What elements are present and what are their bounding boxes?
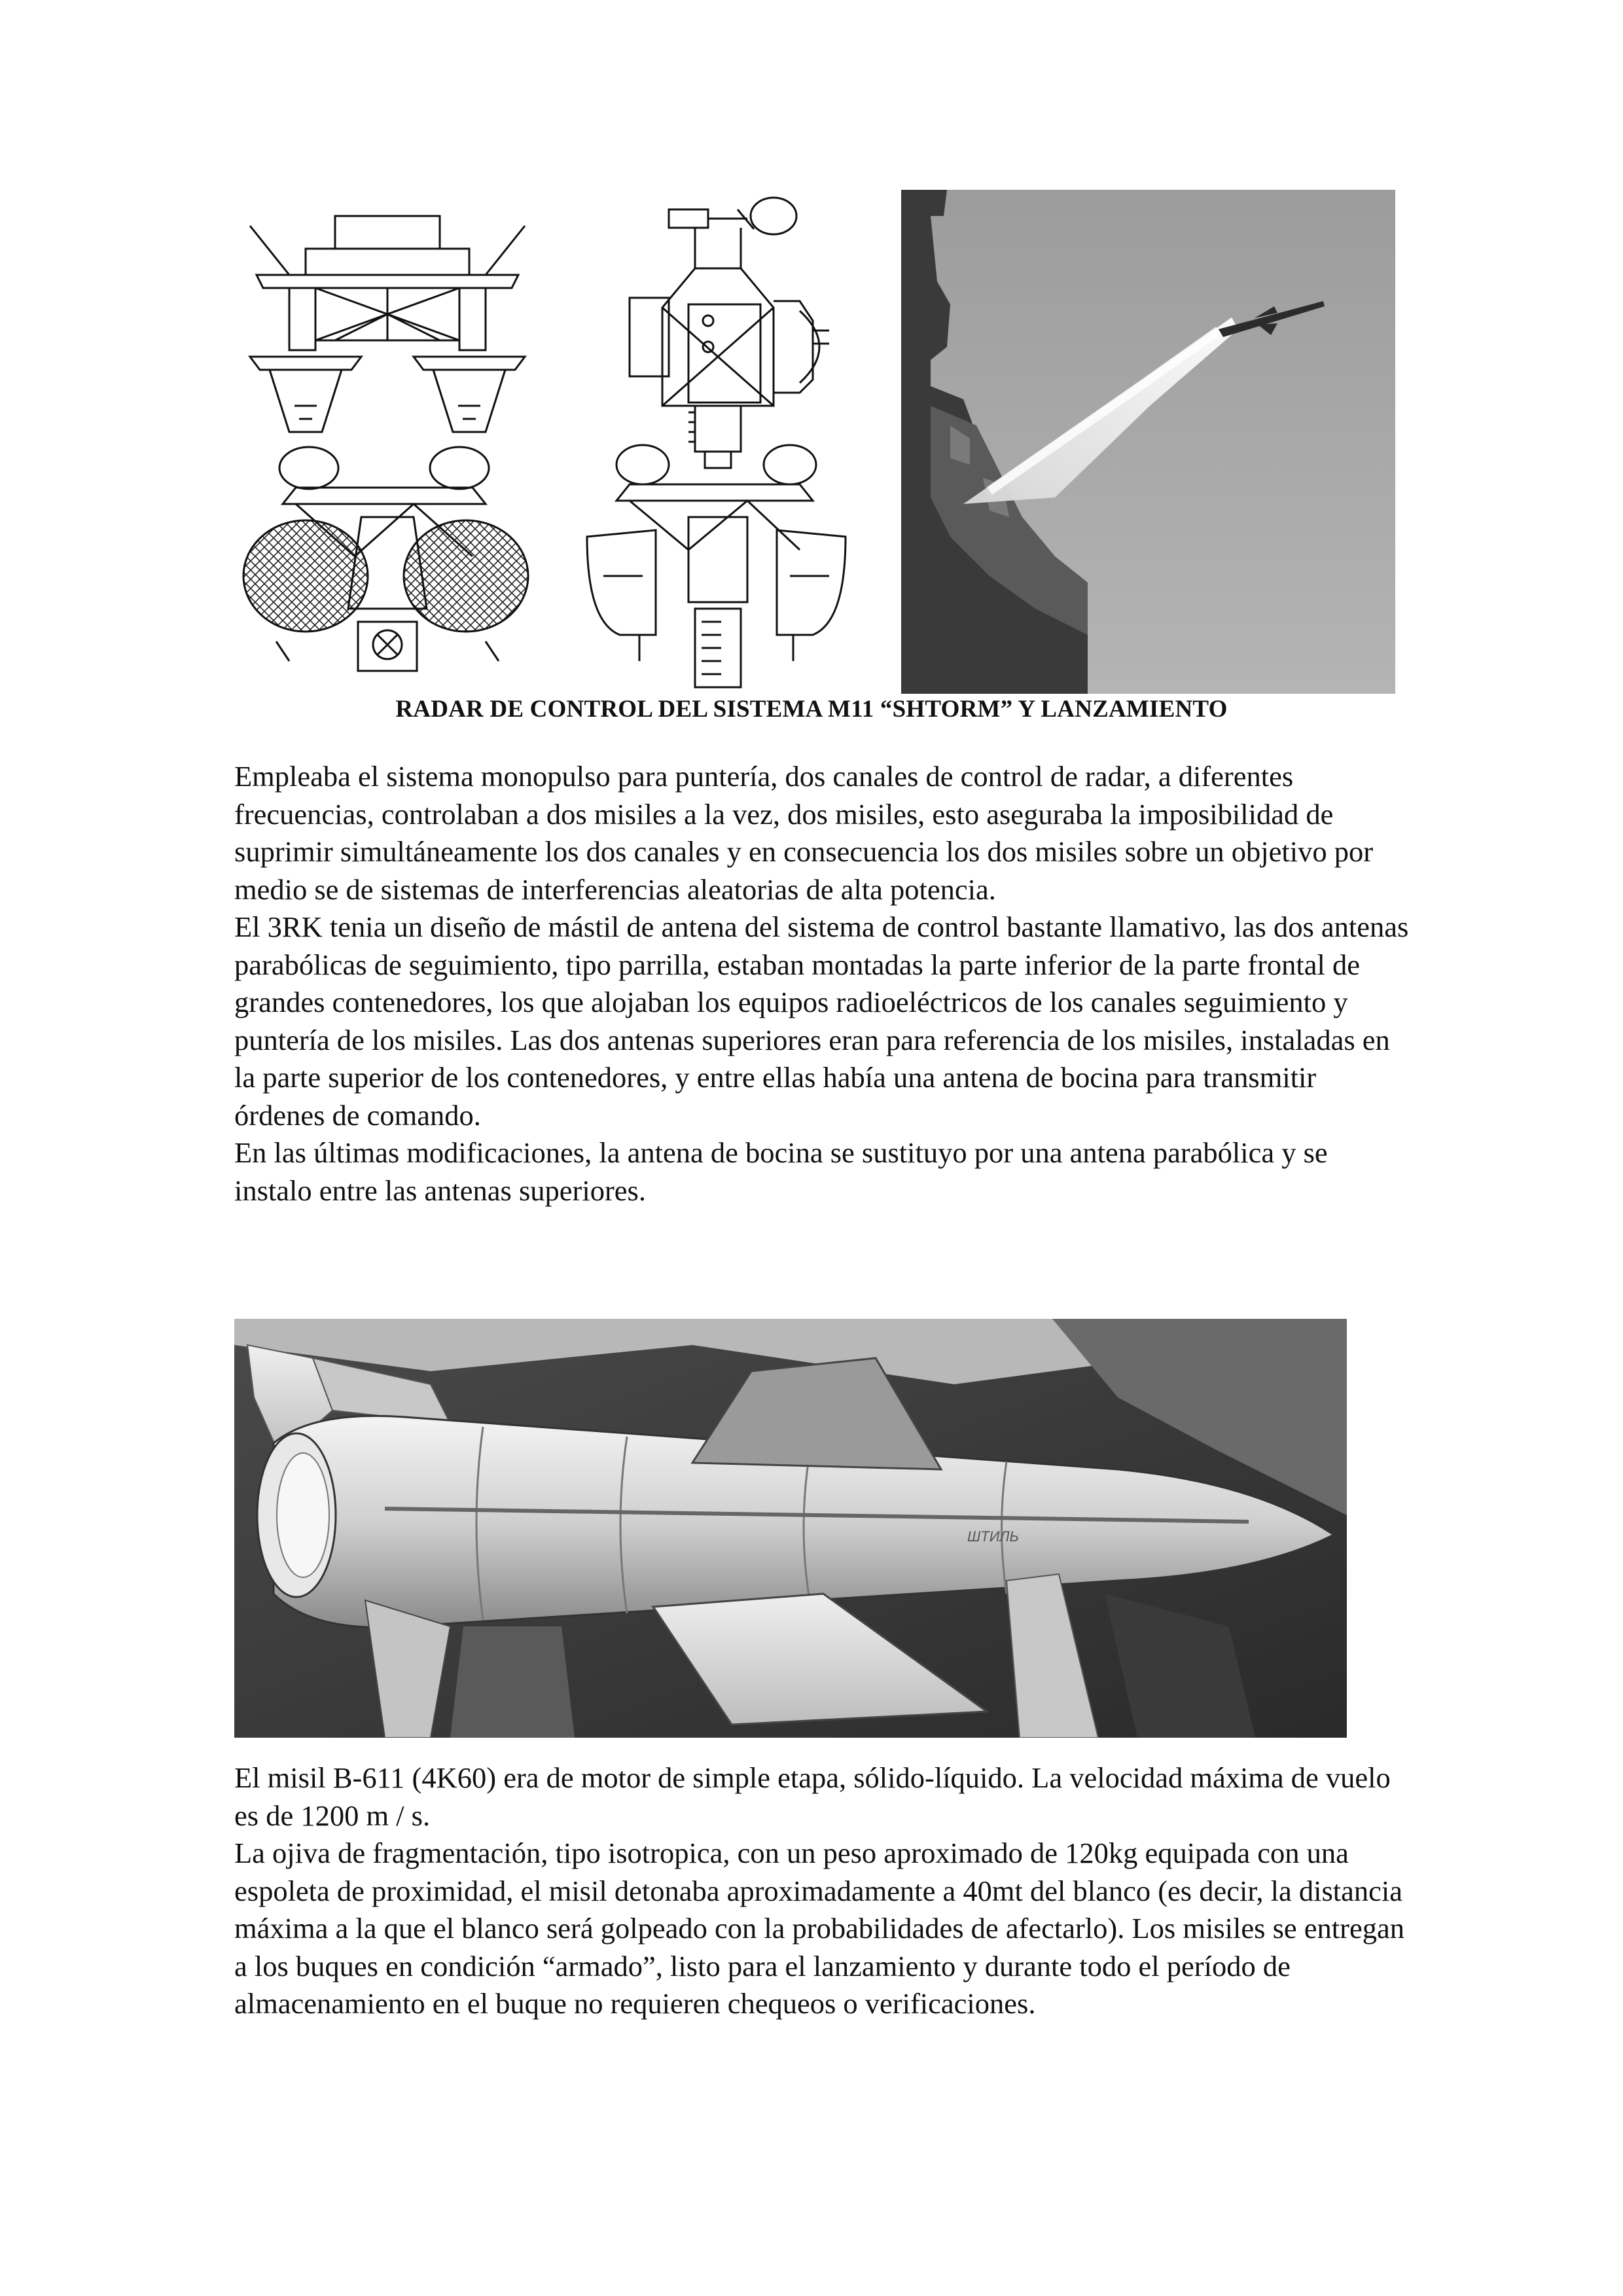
radar-figure <box>237 190 1395 694</box>
rear-view-drawing <box>587 445 846 687</box>
paragraph: El 3RK tenia un diseño de mástil de antena del sistema de control bastante llamativo, las dos antenas parabólicas de seguimiento, tipo parrilla, estaban montadas la parte inferior de la parte frontal de grandes contenedores, los que alojaban los equipos radioeléctricos de los canales seguimiento y puntería de los misiles. Las dos antenas superiores eran para referencia de los misiles, instaladas en la parte superior de los contenedores, y entre ellas había una antena de bocina para transmitir órdenes de comando. <box>234 910 1409 1132</box>
paragraph: En las últimas modificaciones, la antena de bocina se sustituyo por una antena parabólica y se instalo entre las antenas superiores. <box>234 1136 1328 1207</box>
description-block-radar <box>234 758 1412 1210</box>
paragraph: El misil B-611 (4K60) era de motor de simple etapa, sólido-líquido. La velocidad máxima de vuelo es de 1200 m / s. <box>234 1761 1391 1832</box>
missile-b611-photo <box>234 1319 1347 1738</box>
missile-launch-photo <box>901 190 1395 694</box>
paragraph: Empleaba el sistema monopulso para puntería, dos canales de control de radar, a diferentes frecuencias, controlaban a dos misiles a la vez, dos misiles, esto aseguraba la imposibilidad de suprimir simultáneamente los dos canales y en consecuencia los dos misiles sobre un objetivo por medio se de sistemas de interferencias aleatorias de alta potencia. <box>234 760 1374 906</box>
description-block-missile <box>234 1759 1412 2023</box>
figure-caption: RADAR DE CONTROL DEL SISTEMA M11 “SHTORM” Y LANZAMIENTO <box>395 696 1228 723</box>
paragraph: La ojiva de fragmentación, tipo isotropica, con un peso aproximado de 120kg equipada con una espoleta de proximidad, el misil detonaba aproximadamente a 40mt del blanco (es decir, la distancia máxima a la que el blanco será golpeado con la probabilidades de afectarlo). Los misiles se entregan a los buques en condición “armado”, listo para el lanzamiento y durante todo el período de almacenamiento en el buque no requieren chequeos o verificaciones. <box>234 1837 1404 2020</box>
fuselage-marking: ШТИЛЬ <box>967 1528 1019 1545</box>
side-view-drawing <box>630 198 829 468</box>
front-view-drawing <box>250 216 525 432</box>
top-view-drawing <box>243 447 528 671</box>
